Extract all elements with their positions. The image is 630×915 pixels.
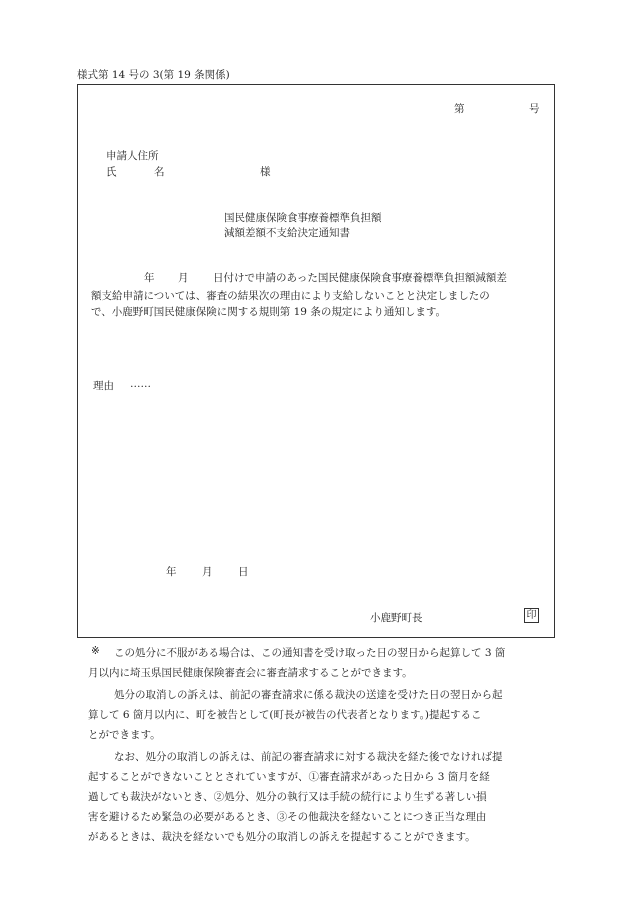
notice-title-line-1: 国民健康保険食事療養標準負担額 xyxy=(224,212,382,224)
body-month-label: 月 xyxy=(178,272,189,284)
body-year-label: 年 xyxy=(144,272,155,284)
note-mark: ※ xyxy=(91,645,100,657)
seal-stamp-box: 印 xyxy=(524,608,539,623)
notice-form-frame xyxy=(77,84,555,638)
note-p2-line-3: とができます。 xyxy=(88,729,161,741)
note-p3-line-2: 起することができないこととされていますが、①審査請求があった日から 3 箇月を経 xyxy=(88,771,490,783)
applicant-name-label-2: 名 xyxy=(154,166,165,178)
note-p3-line-5: があるときは、裁決を経ないでも処分の取消しの訴えを提起することができます。 xyxy=(88,831,476,843)
document-number-prefix: 第 xyxy=(454,103,465,115)
form-number-label: 様式第 14 号の 3(第 19 条関係) xyxy=(77,69,230,81)
applicant-address-label: 申請人住所 xyxy=(106,150,159,162)
reason-placeholder-dots: …… xyxy=(130,378,151,390)
body-text-line-2: 額支給申請については、審査の結果次の理由により支給しないことと決定しましたの xyxy=(91,290,490,302)
note-p2-line-2: 算して 6 箇月以内に、町を被告として(町長が被告の代表者となります。)提起するこ xyxy=(88,709,482,721)
signer-title: 小鹿野町長 xyxy=(370,612,423,624)
notice-title-line-2: 減額差額不支給決定通知書 xyxy=(224,227,350,239)
note-p2-line-1: 処分の取消しの訴えは、前記の審査請求に係る裁決の送達を受けた日の翌日から起 xyxy=(114,689,503,701)
note-p1-line-1: この処分に不服がある場合は、この通知書を受け取った日の翌日から起算して 3 箇 xyxy=(114,647,506,659)
note-p3-line-4: 害を避けるため緊急の必要があるとき、③その他裁決を経ないことにつき正当な理由 xyxy=(88,811,487,823)
body-text-line-3: で、小鹿野町国民健康保険に関する規則第 19 条の規定により通知します。 xyxy=(91,306,446,318)
applicant-name-label-1: 氏 xyxy=(106,166,117,178)
reason-label: 理由 xyxy=(93,380,114,392)
document-number-suffix: 号 xyxy=(529,103,540,115)
body-lead-text: 日付けで申請のあった国民健康保険食事療養標準負担額減額差 xyxy=(213,272,507,284)
applicant-honorific: 様 xyxy=(260,166,271,178)
note-p1-line-2: 月以内に埼玉県国民健康保険審査会に審査請求することができます。 xyxy=(88,667,413,679)
note-p3-line-1: なお、処分の取消しの訴えは、前記の審査請求に対する裁決を経た後でなければ提 xyxy=(114,751,503,763)
date-day-label: 日 xyxy=(238,566,249,578)
date-month-label: 月 xyxy=(202,566,213,578)
date-year-label: 年 xyxy=(166,566,177,578)
note-p3-line-3: 過しても裁決がないとき、②処分、処分の執行又は手続の続行により生ずる著しい損 xyxy=(88,791,487,803)
